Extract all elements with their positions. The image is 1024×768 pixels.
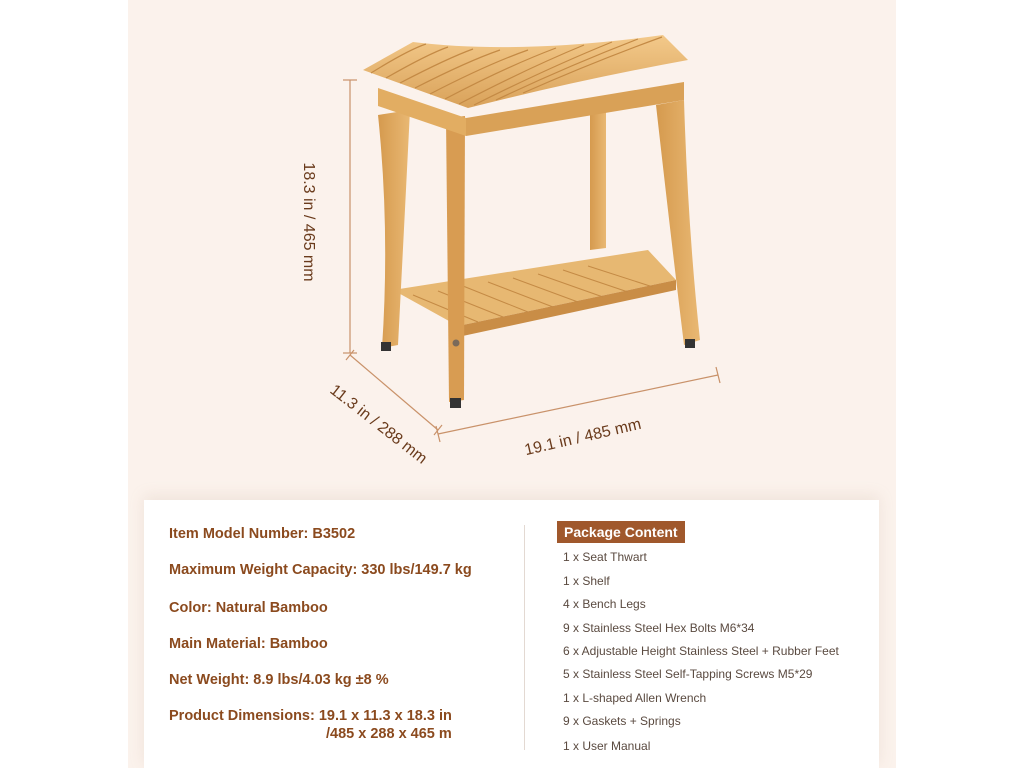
column-divider bbox=[524, 525, 525, 750]
width-dimension-label: 19.1 in / 485 mm bbox=[522, 415, 643, 460]
package-content-title: Package Content bbox=[557, 521, 685, 543]
spec-item-model-number: Item Model Number: B3502 bbox=[169, 526, 356, 542]
bench-illustration bbox=[128, 0, 896, 500]
height-dimension-line bbox=[343, 80, 357, 353]
specifications-card bbox=[144, 500, 879, 768]
spec-item-material: Main Material: Bamboo bbox=[169, 636, 328, 652]
spec-item-color: Color: Natural Bamboo bbox=[169, 600, 328, 616]
depth-dimension-label: 11.3 in / 288 mm bbox=[326, 381, 431, 468]
package-item: 6 x Adjustable Height Stainless Steel + Rubber Feet bbox=[563, 644, 839, 658]
spec-item-dimensions bbox=[169, 707, 452, 743]
package-content bbox=[557, 521, 877, 753]
package-item: 9 x Gaskets + Springs bbox=[563, 714, 681, 728]
bench-leg-front-middle bbox=[446, 116, 465, 402]
package-item: 1 x L-shaped Allen Wrench bbox=[563, 691, 707, 705]
height-dimension-label: 18.3 in / 465 mm bbox=[300, 162, 317, 282]
package-item: 1 x Seat Thwart bbox=[563, 550, 647, 564]
bench-leg-front-right bbox=[656, 100, 700, 345]
spec-item-dimensions-text: Product Dimensions: 19.1 x 11.3 x 18.3 in bbox=[169, 708, 452, 724]
package-item: 5 x Stainless Steel Self-Tapping Screws M5*29 bbox=[563, 667, 813, 681]
package-item: 4 x Bench Legs bbox=[563, 597, 646, 611]
package-item: 1 x User Manual bbox=[563, 739, 651, 753]
spec-item-net-weight: Net Weight: 8.9 lbs/4.03 kg ±8 % bbox=[169, 672, 389, 688]
bench-leg-front-left bbox=[378, 110, 410, 348]
spec-item-weight-capacity: Maximum Weight Capacity: 330 lbs/149.7 kg bbox=[169, 562, 472, 578]
bench-leg-back-right bbox=[590, 112, 606, 250]
package-item: 9 x Stainless Steel Hex Bolts M6*34 bbox=[563, 621, 755, 635]
package-item: 1 x Shelf bbox=[563, 574, 610, 588]
spec-item-dimensions-metric: /485 x 288 x 465 m bbox=[326, 726, 452, 742]
